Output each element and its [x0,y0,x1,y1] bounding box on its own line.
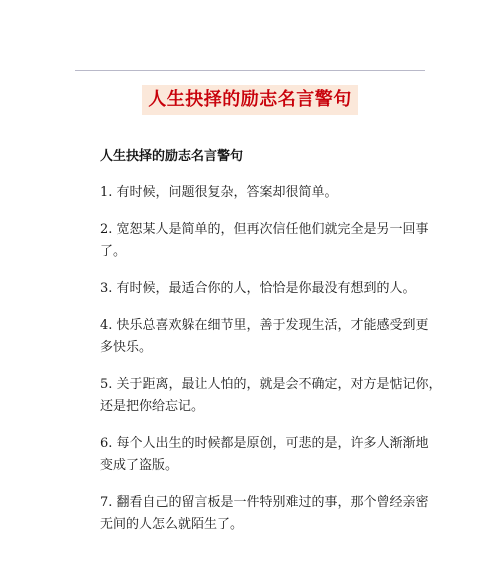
quote-line: 2. 宽恕某人是简单的，但再次信任他们就完全是另一回事 [100,222,429,237]
quote-line: 无间的人怎么就陌生了。 [100,517,244,532]
quote-line: 还是把你给忘记。 [100,399,205,414]
quote-line: 7. 翻看自己的留言板是一件特别难过的事，那个曾经亲密 [100,495,429,510]
quote-line: 3. 有时候，最适合你的人，恰恰是你最没有想到的人。 [100,281,416,296]
quote-line: 了。 [100,244,127,259]
quote-entry-1 [100,182,422,204]
quote-line: 4. 快乐总喜欢躲在细节里，善于发现生活，才能感受到更 [100,318,429,333]
document-title-text: 人生抉择的励志名言警句 [142,85,358,115]
section-heading: 人生抉择的励志名言警句 [100,149,244,164]
quote-entry-2 [100,219,429,263]
document-body [100,146,442,551]
quote-entry-4 [100,315,429,359]
quote-entry-6 [100,433,429,477]
document-title [0,85,500,115]
quote-line: 6. 每个人出生的时候都是原创，可悲的是，许多人渐渐地 [100,436,429,451]
quote-line: 5. 关于距离，最让人怕的，就是会不确定，对方是惦记你， [100,377,442,392]
quote-line: 多快乐。 [100,340,153,355]
quote-entry-5 [100,374,442,418]
quote-entry-3 [100,278,422,300]
header-divider [75,70,425,71]
quote-line: 1. 有时候，问题很复杂，答案却很简单。 [100,185,338,200]
quote-entry-7 [100,492,429,536]
quote-line: 变成了盗版。 [100,458,179,473]
